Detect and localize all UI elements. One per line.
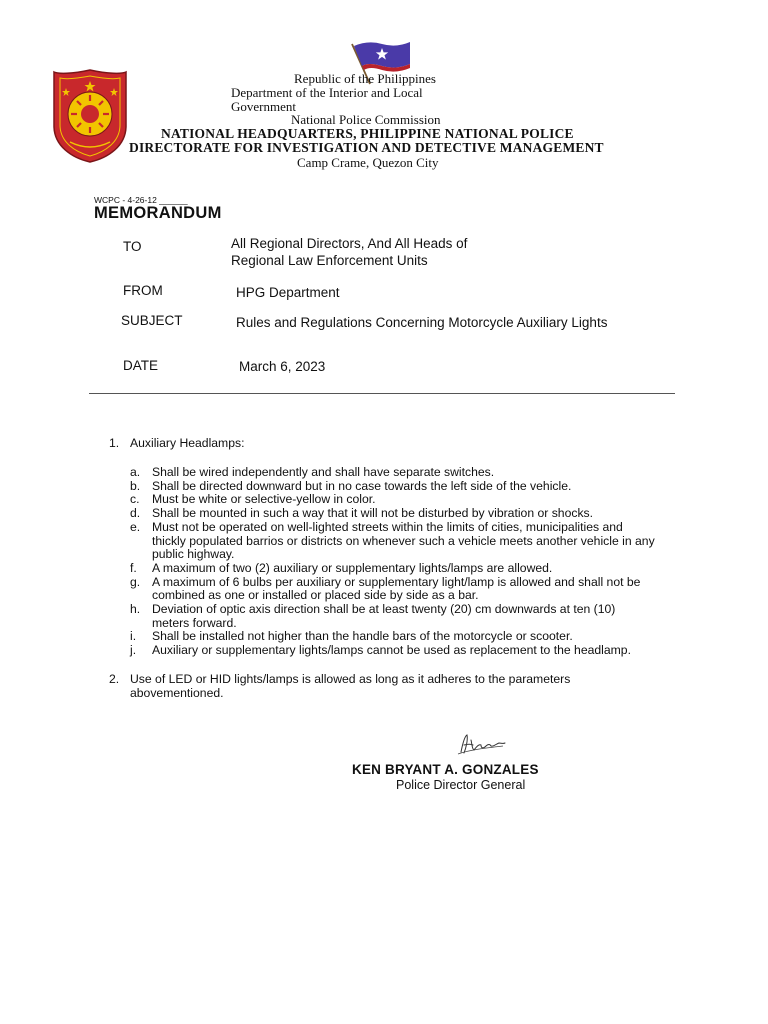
subitem-letter: j. (130, 643, 137, 658)
subject-value: Rules and Regulations Concerning Motorcycle Auxiliary Lights (236, 315, 608, 330)
signatory-name: KEN BRYANT A. GONZALES (352, 762, 539, 777)
subitem-line: A maximum of 6 bulbs per auxiliary or supplementary light/lamp is allowed and shall not be (152, 574, 641, 589)
header-commission: National Police Commission (291, 112, 441, 127)
subitem-letter: f. (130, 560, 137, 575)
item-2-number: 2. (109, 672, 120, 686)
from-label: FROM (123, 283, 163, 298)
subitem-line: Deviation of optic axis direction shall be at least twenty (20) cm downwards at ten (10) (152, 602, 616, 616)
item-2-line1: Use of LED or HID lights/lamps is allowed as long as it adheres to the parameters (130, 672, 571, 686)
subitem-line: meters forward. (152, 615, 237, 630)
subitem-line: combined as one or installed or placed side by side as a bar. (152, 588, 479, 603)
item-2-text (130, 673, 570, 700)
header-republic: Republic of the Philippines (294, 71, 436, 86)
to-value-line2: Regional Law Enforcement Units (231, 253, 428, 268)
item-1-number: 1. (109, 436, 120, 450)
subject-label: SUBJECT (121, 313, 183, 328)
from-value: HPG Department (236, 285, 340, 300)
header-department-line1: Department of the Interior and Local (231, 85, 423, 100)
to-label: TO (123, 239, 142, 254)
subitem-line: Shall be directed downward but in no case towards the left side of the vehicle. (152, 478, 572, 493)
subitem-letter: c. (130, 492, 140, 507)
subitem-line: Shall be installed not higher than the handle bars of the motorcycle or scooter. (152, 629, 573, 644)
date-label: DATE (123, 358, 159, 373)
subitem-letter: a. (130, 465, 141, 479)
memo-reference: WCPC - 4-26-12 ______ (94, 195, 188, 205)
subitem-letter: d. (130, 506, 141, 521)
header-headquarters: NATIONAL HEADQUARTERS, PHILIPPINE NATIONAL POLICE (161, 126, 574, 141)
pnp-seal-icon (52, 68, 128, 164)
divider-line (89, 393, 675, 394)
header-directorate: DIRECTORATE FOR INVESTIGATION AND DETECTIVE MANAGEMENT (129, 140, 604, 155)
subitem-line: Shall be wired independently and shall have separate switches. (152, 465, 495, 479)
subitem-line: Must be white or selective-yellow in color. (152, 492, 376, 507)
signatory-title: Police Director General (396, 778, 526, 792)
item-1-title: Auxiliary Headlamps: (130, 436, 245, 450)
memo-title: MEMORANDUM (94, 204, 222, 222)
subitem-line: Shall be mounted in such a way that it will not be disturbed by vibration or shocks. (152, 506, 594, 521)
subitem-letter: g. (130, 574, 141, 589)
header-location: Camp Crame, Quezon City (297, 155, 439, 170)
subitem-letter: e. (130, 519, 141, 534)
subitem-line: public highway. (152, 547, 235, 562)
subitem-letter: i. (130, 629, 137, 644)
header-department-line2: Government (231, 99, 296, 114)
item-2-line2: abovementioned. (130, 685, 224, 700)
subitem-line: A maximum of two (2) auxiliary or supplementary lights/lamps are allowed. (152, 560, 553, 575)
subitem-line: thickly populated barrios or districts on whenever such a vehicle meets another vehicle in any (152, 533, 655, 548)
to-value (231, 235, 467, 269)
subitem-letter: b. (130, 478, 141, 493)
date-value: March 6, 2023 (239, 359, 326, 374)
to-value-line1: All Regional Directors, And All Heads of (231, 236, 468, 251)
signature-image (455, 732, 509, 756)
subitem-line: Must not be operated on well-lighted streets within the limits of cities, municipalities and (152, 519, 623, 534)
subitem-line: Auxiliary or supplementary lights/lamps cannot be used as replacement to the headlamp. (152, 643, 631, 658)
subitem-letter: h. (130, 602, 141, 616)
